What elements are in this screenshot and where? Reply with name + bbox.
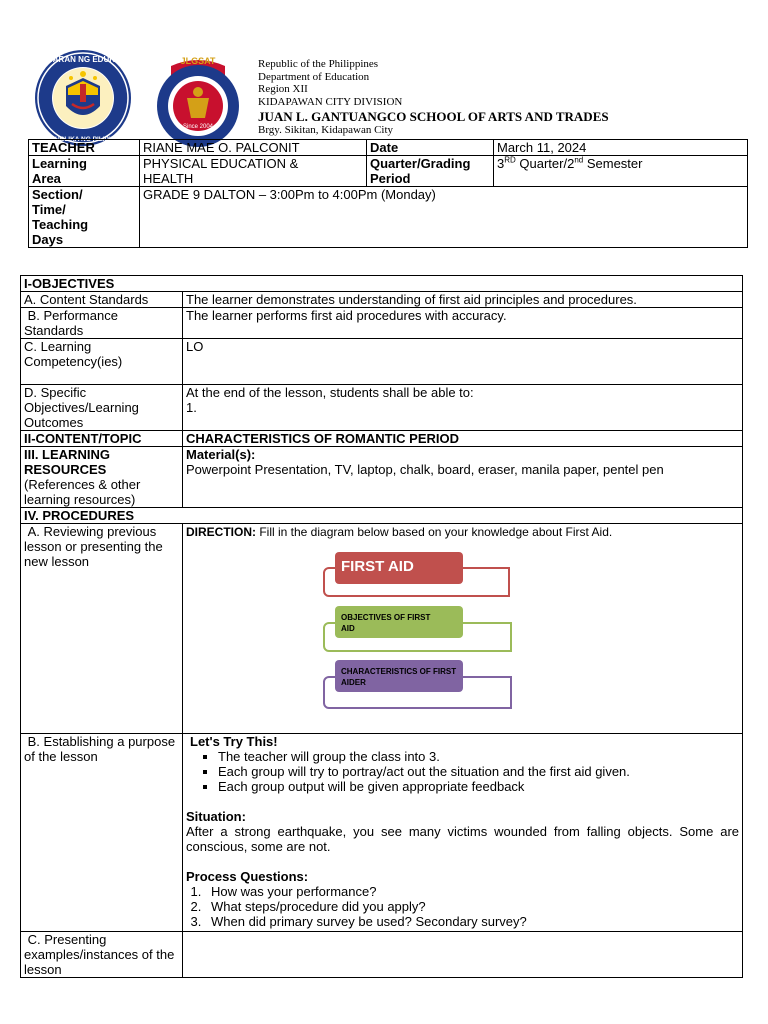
- date-label: Date: [367, 140, 494, 156]
- header-line: Republic of the Philippines: [258, 58, 379, 70]
- process-label: Process Questions:: [186, 869, 309, 884]
- school-address: Brgy. Sikitan, Kidapawan City: [258, 124, 394, 136]
- info-table: [28, 139, 748, 248]
- content-standards-label: A. Content Standards: [21, 292, 183, 308]
- school-name: JUAN L. GANTUANGCO SCHOOL OF ARTS AND TRADES: [258, 109, 609, 124]
- learning-competency-label: C. Learning Competency(ies): [21, 339, 183, 385]
- situation-label: Situation:: [186, 809, 246, 824]
- content-topic-label: II-CONTENT/TOPIC: [21, 431, 183, 447]
- reviewing-value: [183, 524, 743, 734]
- section-value: GRADE 9 DALTON – 3:00Pm to 4:00Pm (Monday): [140, 187, 748, 248]
- direction-text: DIRECTION: Fill in the diagram below based on your knowledge about First Aid.: [186, 525, 613, 539]
- process-list: [186, 884, 739, 929]
- try-list: [186, 749, 739, 794]
- presenting-value: [183, 932, 743, 978]
- svg-text:Since 2004: Since 2004: [182, 124, 214, 130]
- diagram-box-characteristics: CHARACTERISTICS OF FIRST AIDER: [335, 660, 463, 692]
- procedures-heading: IV. PROCEDURES: [21, 508, 743, 524]
- date-value: March 11, 2024: [494, 140, 748, 156]
- learning-resources-value: [183, 447, 743, 508]
- performance-standards-value: The learner performs first aid procedures with accuracy.: [183, 308, 743, 339]
- header-line: Department of Education: [258, 70, 370, 83]
- content-standards-value: The learner demonstrates understanding of first aid principles and procedures.: [183, 292, 743, 308]
- specific-objectives-label: D. Specific Objectives/Learning Outcomes: [21, 385, 183, 431]
- learning-area-value: PHYSICAL EDUCATION & HEALTH: [140, 156, 367, 187]
- quarter-label: Quarter/Grading Period: [367, 156, 494, 187]
- situation-text: After a strong earthquake, you see many victims wounded from falling objects. Some are conscious, some are not.: [186, 824, 740, 854]
- learning-resources-label: III. LEARNING RESOURCES (References & other learning resources): [21, 447, 183, 508]
- performance-standards-label: B. Performance Standards: [21, 308, 183, 339]
- presenting-label: C. Presenting examples/instances of the lesson: [21, 932, 183, 978]
- teacher-name: RIANE MAE O. PALCONIT: [140, 140, 367, 156]
- list-item: 3. When did primary survey be used? Secondary survey?: [205, 914, 739, 929]
- list-item: ▪ The teacher will group the class into 3.: [218, 749, 739, 764]
- header-line: Region XII: [258, 83, 308, 95]
- materials-list: Powerpoint Presentation, TV, laptop, chalk, board, eraser, manila paper, pentel pen: [186, 462, 664, 477]
- list-item: ▪ Each group output will be given appropriate feedback: [218, 779, 739, 794]
- try-title: Let's Try This!: [190, 734, 278, 749]
- svg-text:JLGSAT: JLGSAT: [180, 56, 216, 66]
- deped-seal: [26, 48, 140, 148]
- materials-label: Material(s):: [186, 447, 256, 462]
- purpose-value: [183, 734, 743, 932]
- list-item: 1. How was your performance?: [205, 884, 739, 899]
- diagram-box-objectives: OBJECTIVES OF FIRST AID: [335, 606, 463, 638]
- objectives-heading: I-OBJECTIVES: [21, 276, 743, 292]
- svg-text:REPUBLIKA NG PILIPINAS: REPUBLIKA NG PILIPINAS: [41, 136, 125, 143]
- diagram-box-first-aid: FIRST AID: [335, 552, 463, 584]
- learning-competency-value: LO: [183, 339, 743, 385]
- quarter-value: 3RD Quarter/2nd Semester: [494, 156, 748, 187]
- lesson-plan-table: [20, 275, 743, 978]
- purpose-label: B. Establishing a purpose of the lesson: [21, 734, 183, 932]
- learning-area-label: Learning Area: [29, 156, 140, 187]
- school-logo: [143, 48, 253, 150]
- header-text: [258, 58, 402, 108]
- list-item: 2. What steps/procedure did you apply?: [205, 899, 739, 914]
- content-topic-value: CHARACTERISTICS OF ROMANTIC PERIOD: [183, 431, 743, 447]
- teacher-label: TEACHER: [29, 140, 140, 156]
- section-label: Section/ Time/ Teaching Days: [29, 187, 140, 248]
- list-item: ▪ Each group will try to portray/act out the situation and the first aid given.: [218, 764, 739, 779]
- header-line: KIDAPAWAN CITY DIVISION: [258, 95, 403, 108]
- svg-text:KAGAWARAN NG EDUKASYON: KAGAWARAN NG EDUKASYON: [26, 55, 140, 64]
- first-aid-diagram: [323, 552, 523, 712]
- reviewing-label: A. Reviewing previous lesson or presenting the new lesson: [21, 524, 183, 734]
- specific-objectives-value: At the end of the lesson, students shall be able to: 1.: [183, 385, 743, 431]
